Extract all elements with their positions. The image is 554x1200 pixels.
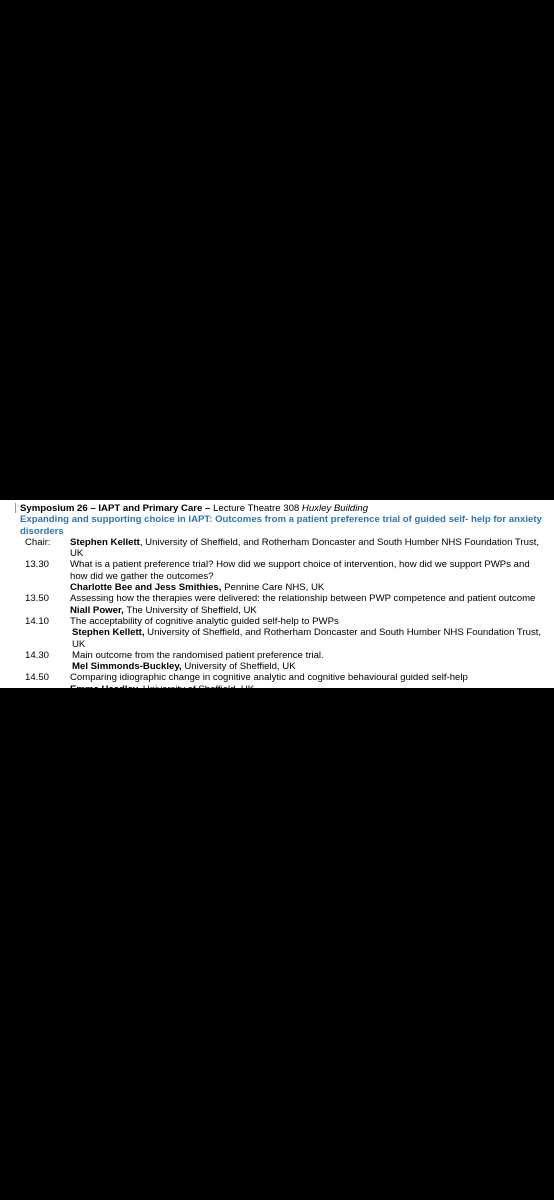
speaker-name: Emma Headley, <box>70 683 141 695</box>
talk-speaker <box>70 684 548 695</box>
talk-time: 14.30 <box>25 649 50 661</box>
talk-speaker <box>70 661 548 672</box>
talk-details <box>70 559 548 593</box>
talk-row <box>20 672 548 695</box>
speaker-name: Niall Power, <box>70 604 124 616</box>
speaker-affiliation: University of Sheffield, and Rotherham Doncaster and South Humber NHS Foundation Trust, UK <box>72 627 542 650</box>
text-cursor <box>15 503 16 513</box>
symposium-title: Expanding and supporting choice in IAPT: Outcomes from a patient preference trial of guided self- help for anxiety disorders <box>20 514 542 537</box>
chair-label: Chair: <box>25 536 51 548</box>
talk-speaker <box>70 627 548 650</box>
talk-details <box>70 593 548 616</box>
speaker-affiliation: University of Sheffield, UK <box>181 661 296 673</box>
talk-details <box>70 650 548 673</box>
talk-details <box>70 616 548 650</box>
speaker-name: Mel Simmonds-Buckley, <box>72 661 182 673</box>
talk-time: 13.30 <box>25 559 50 571</box>
speaker-name: Stephen Kellett, <box>72 627 145 639</box>
talk-time: 13.50 <box>25 593 50 605</box>
speaker-affiliation: University of Sheffield, UK <box>140 683 255 695</box>
talk-title: Main outcome from the randomised patient preference trial. <box>72 649 324 661</box>
chair-affiliation: , University of Sheffield, and Rotherham Doncaster and South Humber NHS Foundation Trust, UK <box>70 536 540 560</box>
talk-title: Assessing how the therapies were delivered: the relationship between PWP competence and patient outcome <box>70 593 536 605</box>
talk-row <box>20 616 548 650</box>
talk-title: Comparing idiographic change in cognitive analytic and cognitive behavioural guided self-help <box>70 672 468 684</box>
speaker-affiliation: Pennine Care NHS, UK <box>221 582 325 594</box>
speaker-name: Charlotte Bee and Jess Smithies, <box>70 582 222 594</box>
session-heading <box>20 503 548 514</box>
speaker-affiliation: The University of Sheffield, UK <box>123 604 257 616</box>
talk-row <box>20 559 548 593</box>
chair-details <box>70 537 548 560</box>
programme-page <box>0 500 554 695</box>
talk-speaker <box>70 605 548 616</box>
talk-time: 14.10 <box>25 615 50 627</box>
chair-name: Stephen Kellett <box>70 536 140 548</box>
talk-title: The acceptability of cognitive analytic guided self-help to PWPs <box>70 615 339 627</box>
talk-details <box>70 672 548 695</box>
talk-speaker <box>70 582 548 593</box>
talk-row <box>20 593 548 616</box>
session-building: Huxley Building <box>301 503 369 514</box>
talk-time: 14.50 <box>25 672 50 684</box>
talk-title: What is a patient preference trial? How did we support choice of intervention, how did we support PWPs and how did we gather the outcomes? <box>70 559 530 582</box>
session-title: Symposium 26 – IAPT and Primary Care – <box>20 503 211 514</box>
talk-row <box>20 650 548 673</box>
chair-row <box>20 537 548 560</box>
session-location: Lecture Theatre 308 <box>210 503 302 514</box>
